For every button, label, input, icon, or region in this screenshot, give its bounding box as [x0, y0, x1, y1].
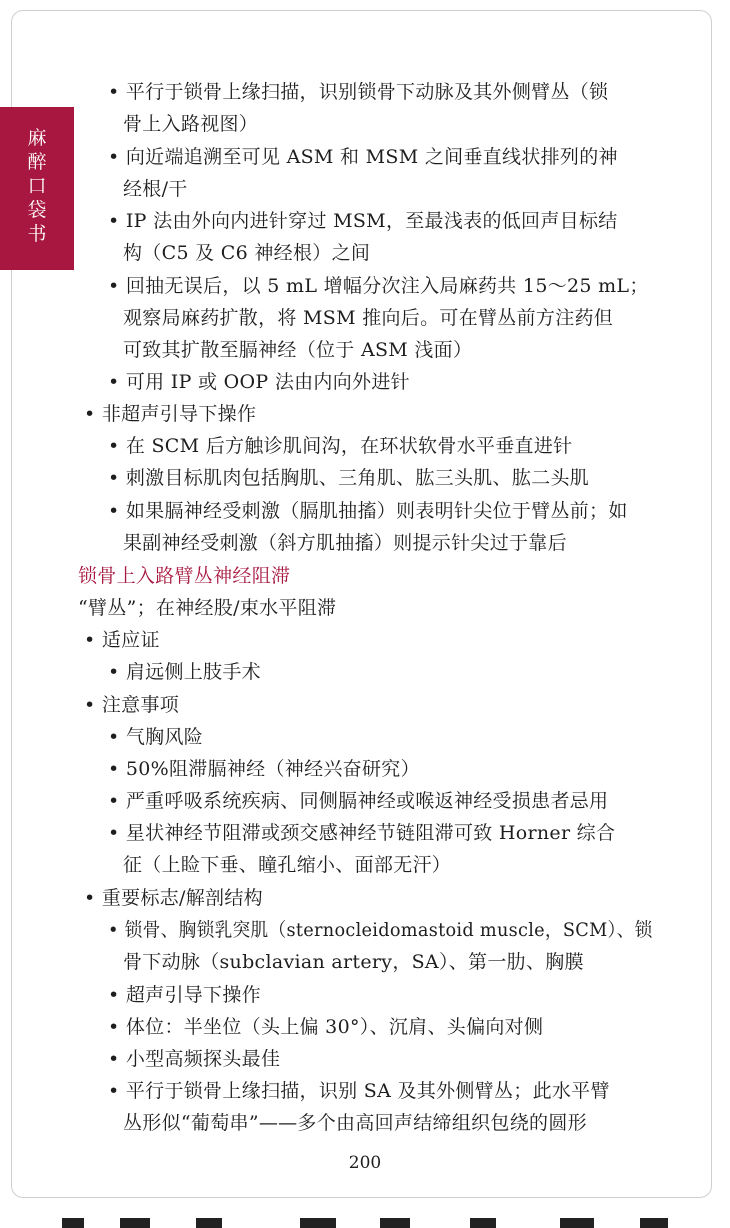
bullet-item: • 体位：半坐位（头上偏 30°）、沉肩、头偏向对侧 [108, 1016, 544, 1038]
page-number: 200 [348, 1153, 382, 1173]
bullet-item: • 平行于锁骨上缘扫描，识别锁骨下动脉及其外侧臂丛（锁 [108, 81, 609, 103]
bullet-continuation: 果副神经受刺激（斜方肌抽搐）则提示针尖过于靠后 [123, 532, 567, 554]
bullet-item: • 向近端追溯至可见 ASM 和 MSM 之间垂直线状排列的神 [108, 146, 618, 168]
section-tab-char: 书 [27, 223, 47, 245]
bullet-continuation: 丛形似“葡萄串”——多个由高回声结缔组织包绕的圆形 [123, 1112, 587, 1134]
bullet-item: • 星状神经节阻滞或颈交感神经节链阻滞可致 Horner 综合 [108, 822, 616, 844]
section-tab-char: 口 [27, 175, 47, 197]
section-heading: 锁骨上入路臂丛神经阻滞 [78, 565, 291, 587]
bullet-item: • 平行于锁骨上缘扫描，识别 SA 及其外侧臂丛；此水平臂 [108, 1080, 610, 1102]
section-tab-char: 袋 [27, 199, 47, 221]
bullet-item: • 回抽无误后，以 5 mL 增幅分次注入局麻药共 15～25 mL； [108, 275, 649, 297]
section-tab-char: 麻 [27, 127, 47, 149]
bullet-item: • 在 SCM 后方触诊肌间沟，在环状软骨水平垂直进针 [108, 435, 573, 457]
bullet-item: • 小型高频探头最佳 [108, 1048, 281, 1070]
bullet-item: • 肩远侧上肢手术 [108, 661, 261, 683]
bullet-continuation: 经根/干 [123, 178, 188, 200]
bullet-continuation: 骨下动脉（subclavian artery，SA）、第一肋、胸膜 [123, 951, 584, 973]
bullet-item: • 适应证 [84, 629, 160, 651]
bullet-item: • 气胸风险 [108, 726, 204, 748]
bullet-item: • 严重呼吸系统疾病、同侧膈神经或喉返神经受损患者忌用 [108, 790, 609, 812]
bullet-item: • 超声引导下操作 [108, 984, 261, 1006]
bullet-item: • IP 法由外向内进针穿过 MSM，至最浅表的低回声目标结 [108, 210, 618, 232]
next-page-text-cutoff [0, 1214, 730, 1228]
bullet-continuation: 可致其扩散至膈神经（位于 ASM 浅面） [123, 339, 473, 361]
bullet-item: • 重要标志/解剖结构 [84, 887, 263, 909]
bullet-continuation: 观察局麻药扩散，将 MSM 推向后。可在臂丛前方注药但 [123, 307, 614, 329]
bullet-continuation: 构（C5 及 C6 神经根）之间 [123, 242, 371, 264]
bullet-continuation: 征（上睑下垂、瞳孔缩小、面部无汗） [123, 854, 452, 876]
section-tab-char: 醉 [27, 151, 47, 173]
bullet-item: • 如果膈神经受刺激（膈肌抽搐）则表明针尖位于臂丛前；如 [108, 500, 628, 522]
bullet-item: • 注意事项 [84, 694, 180, 716]
paragraph-line: “臂丛”；在神经股/束水平阻滞 [78, 597, 337, 619]
section-tab [0, 107, 74, 270]
bullet-item: • 刺激目标肌肉包括胸肌、三角肌、肱三头肌、肱二头肌 [108, 467, 590, 489]
bullet-item: • 可用 IP 或 OOP 法由内向外进针 [108, 371, 410, 393]
bullet-item: • 非超声引导下操作 [84, 403, 257, 425]
bullet-item: • 锁骨、胸锁乳突肌（sternocleidomastoid muscle，SCM）、锁 [108, 919, 653, 941]
bullet-item: • 50%阻滞膈神经（神经兴奋研究） [108, 758, 420, 780]
bullet-continuation: 骨上入路视图） [123, 113, 259, 135]
